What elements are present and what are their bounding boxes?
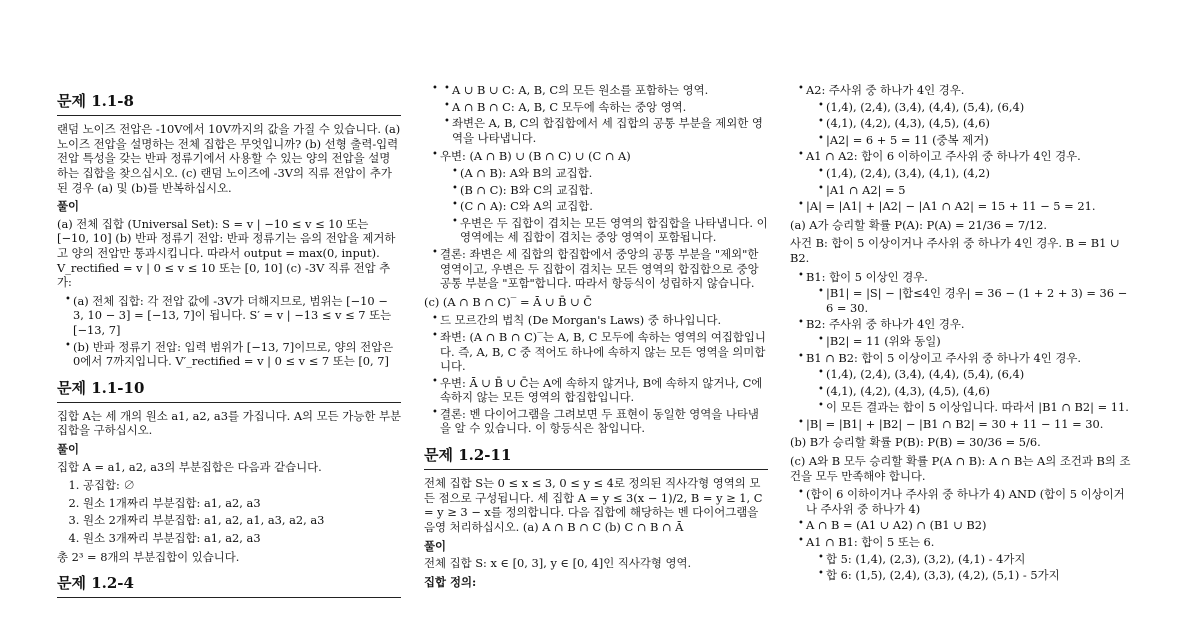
list-item: • (a) 전체 집합: 각 전압 값에 -3V가 더해지므로, 범위는 [−10 − 3, 10 − 3] = [−13, 7]이 됩니다. S′ = v | −13 ≤ v ≤ 7 또는 [−13, 7] — [65, 294, 401, 338]
solution-list — [790, 487, 1134, 583]
column-middle — [424, 80, 768, 593]
problem-title: 문제 1.1-8 — [57, 92, 401, 116]
problem-title: 문제 1.1-10 — [57, 379, 401, 403]
problem-statement: 집합 A는 세 개의 원소 a1, a2, a3를 가집니다. A의 모든 가능한 부분집합을 구하십시오. — [57, 408, 401, 438]
list-item: • (C ∩ A): C와 A의 교집합. — [452, 199, 768, 214]
list-item-label: A1 ∩ A2: 합이 6 이하이고 주사위 중 하나가 4인 경우. — [806, 149, 1081, 164]
problem-title: 문제 1.2-4 — [57, 574, 401, 598]
solution-text: 사건 B: 합이 5 이상이거나 주사위 중 하나가 4인 경우. B = B1 ∪ B2. — [790, 236, 1120, 265]
list-item: • 우변: Ā ∪ B̄ ∪ C̄는 A에 속하지 않거나, B에 속하지 않거나, C에 속하지 않는 모든 영역의 합집합입니다. — [432, 376, 768, 405]
list-item: • (합이 6 이하이거나 주사위 중 하나가 4) AND (합이 5 이상이거나 주사위 중 하나가 4) — [798, 487, 1134, 516]
list-item: • |A| = |A1| + |A2| − |A1 ∩ A2| = 15 + 11 − 5 = 21. — [798, 199, 1134, 214]
list-item — [798, 351, 1134, 415]
problem-statement: 랜덤 노이즈 전압은 -10V에서 10V까지의 값을 가질 수 있습니다. (a) 노이즈 전압을 설명하는 전체 집합은 무엇입니까? (b) 선형 출력-입력 전압 특성을 갖는 반파 정류기에서 사용할 수 있는 양의 전압을 설명하는 집합을 찾으십시오. (c) 랜덤 노이즈에 -3V의 직류 전압이 추가된 경우 (a) 및 (b)를 반복하십시오. — [57, 122, 401, 195]
list-item: • |A2| = 6 + 5 = 11 (중복 제거) — [818, 133, 1134, 148]
list-item: • |B1| = |S| − |합≤4인 경우| = 36 − (1 + 2 + 3) = 36 − 6 = 30. — [818, 286, 1134, 315]
solution-list — [424, 313, 768, 436]
list-item: • |A1 ∩ A2| = 5 — [818, 183, 1134, 198]
list-item — [798, 317, 1134, 348]
solution-text: 총 2³ = 8개의 부분집합이 있습니다. — [57, 549, 240, 564]
solution-list — [57, 294, 401, 369]
list-item: • |B2| = 11 (위와 동일) — [818, 334, 1134, 349]
list-item: • • A ∪ B ∪ C: A, B, C의 모든 원소를 포함하는 영역. — [444, 83, 768, 98]
list-item: 2. 원소 1개짜리 부분집합: a1, a2, a3 — [83, 496, 401, 511]
list-item-label: B1 ∩ B2: 합이 5 이상이고 주사위 중 하나가 4인 경우. — [806, 350, 1081, 365]
subset-list — [57, 478, 401, 545]
list-item: • |B| = |B1| + |B2| − |B1 ∩ B2| = 30 + 11 − 11 = 30. — [798, 417, 1134, 432]
list-item-label: 우변: (A ∩ B) ∪ (B ∩ C) ∪ (C ∩ A) — [440, 149, 631, 164]
list-item: • (1,4), (2,4), (3,4), (4,4), (5,4), (6,4) — [818, 367, 1134, 382]
list-item: • 이 모든 결과는 합이 5 이상입니다. 따라서 |B1 ∩ B2| = 11. — [818, 400, 1134, 415]
problem-title: 문제 1.2-11 — [424, 446, 768, 470]
list-item: 3. 원소 2개짜리 부분집합: a1, a2, a1, a3, a2, a3 — [83, 513, 401, 528]
list-item-label: B2: 주사위 중 하나가 4인 경우. — [806, 317, 965, 332]
list-item-label: A2: 주사위 중 하나가 4인 경우. — [806, 83, 965, 97]
solution-heading: 풀이 — [424, 538, 447, 553]
list-item: • (B ∩ C): B와 C의 교집합. — [452, 183, 768, 198]
list-item-label: B1: 합이 5 이상인 경우. — [806, 269, 928, 284]
list-item — [798, 149, 1134, 197]
list-item — [432, 149, 768, 245]
list-item: • 좌변은 A, B, C의 합집합에서 세 집합의 공통 부분을 제외한 영역을 나타냅니다. — [444, 116, 768, 145]
list-item — [798, 535, 1134, 583]
list-item: • 우변은 두 집합이 겹치는 모든 영역의 합집합을 나타냅니다. 이 영역에는 세 집합이 겹치는 중앙 영역이 포함됩니다. — [452, 216, 768, 245]
list-item: 4. 원소 3개짜리 부분집합: a1, a2, a3 — [83, 531, 401, 546]
list-item: • (4,1), (4,2), (4,3), (4,5), (4,6) — [818, 384, 1134, 399]
list-item: • (b) 반파 정류기 전압: 입력 범위가 [−13, 7]이므로, 양의 전압은 0에서 7까지입니다. V′_rectified = v | 0 ≤ v ≤ 7 또는 [0, 7] — [65, 340, 401, 369]
list-item: • 합 6: (1,5), (2,4), (3,3), (4,2), (5,1) - 5가지 — [818, 568, 1134, 583]
list-item: • A ∩ B ∩ C: A, B, C 모두에 속하는 중앙 영역. — [444, 100, 768, 115]
list-item — [798, 83, 1134, 147]
list-item: • (1,4), (2,4), (3,4), (4,1), (4,2) — [818, 166, 1134, 181]
equation-line: (c) (A ∩ B ∩ C)‾ = Ā ∪ B̄ ∪ C̄ — [424, 294, 593, 309]
solution-text: 집합 A = a1, a2, a3의 부분집합은 다음과 같습니다. — [57, 459, 322, 474]
solution-heading: 풀이 — [57, 442, 80, 457]
list-item: • (A ∩ B): A와 B의 교집합. — [452, 166, 768, 181]
solution-text: 집합 정의: — [424, 574, 477, 589]
list-item: • 좌변: (A ∩ B ∩ C)‾는 A, B, C 모두에 속하는 영역의 여집합입니다. 즉, A, B, C 중 적어도 하나에 속하지 않는 모든 영역을 의미합니다. — [432, 330, 768, 374]
problem-statement: 전체 집합 S는 0 ≤ x ≤ 3, 0 ≤ y ≤ 4로 정의된 직사각형 영역의 모든 점으로 구성됩니다. 세 집합 A = y ≤ 3(x − 1)/2, B = y ≥ 1, C = y ≥ 3 − x를 정의합니다. 다음 집합에 해당하는 벤 다이어그램을 음영 처리하십시오. (a) A ∩ B ∩ C (b) C ∩ B ∩ Ā — [424, 476, 763, 535]
solution-list — [790, 270, 1134, 432]
solution-list — [424, 149, 768, 290]
solution-text: (a) 전체 집합 (Universal Set): S = v | −10 ≤ v ≤ 10 또는 [−10, 10] (b) 반파 정류기 전압: 반파 정류기는 음의 전압을 제거하고 양의 전압만 통과시킵니다. 따라서 output = max(0, input). V_rectified = v | 0 ≤ v ≤ 10 또는 [0, 10] (c) -3V 직류 전압 추가: — [57, 216, 396, 290]
solution-list — [424, 83, 768, 145]
solution-list — [790, 83, 1134, 214]
solution-text: (a) A가 승리할 확률 P(A): P(A) = 21/36 = 7/12. — [790, 217, 1048, 232]
list-item: 1. 공집합: ∅ — [83, 478, 401, 493]
list-item: • 합 5: (1,4), (2,3), (3,2), (4,1) - 4가지 — [818, 552, 1134, 567]
solution-heading: 풀이 — [57, 199, 80, 214]
list-item: • A ∩ B = (A1 ∪ A2) ∩ (B1 ∪ B2) — [798, 518, 1134, 533]
list-item-label: A1 ∩ B1: 합이 5 또는 6. — [806, 535, 935, 550]
list-item — [798, 270, 1134, 316]
solution-text: (c) A와 B 모두 승리할 확률 P(A ∩ B): A ∩ B는 A의 조건과 B의 조건을 모두 만족해야 합니다. — [790, 454, 1131, 483]
list-item: • 결론: 좌변은 세 집합의 합집합에서 중앙의 공통 부분을 "제외"한 영역이고, 우변은 두 집합이 겹치는 모든 영역의 합집합으로 중앙 공통 부분을 "포함"합니다. 따라서 항등식이 성립하지 않습니다. — [432, 247, 768, 291]
solution-text: (b) B가 승리할 확률 P(B): P(B) = 30/36 = 5/6. — [790, 435, 1041, 450]
list-item: • (1,4), (2,4), (3,4), (4,4), (5,4), (6,4) — [818, 100, 1134, 115]
column-left — [57, 92, 401, 604]
list-item: • 결론: 벤 다이어그램을 그려보면 두 표현이 동일한 영역을 나타냄을 알 수 있습니다. 이 항등식은 참입니다. — [432, 407, 768, 436]
solution-text: 전체 집합 S: x ∈ [0, 3], y ∈ [0, 4]인 직사각형 영역. — [424, 556, 692, 571]
list-item: • (4,1), (4,2), (4,3), (4,5), (4,6) — [818, 116, 1134, 131]
column-right — [790, 80, 1134, 587]
list-item: • 드 모르간의 법칙 (De Morgan's Laws) 중 하나입니다. — [432, 313, 768, 328]
